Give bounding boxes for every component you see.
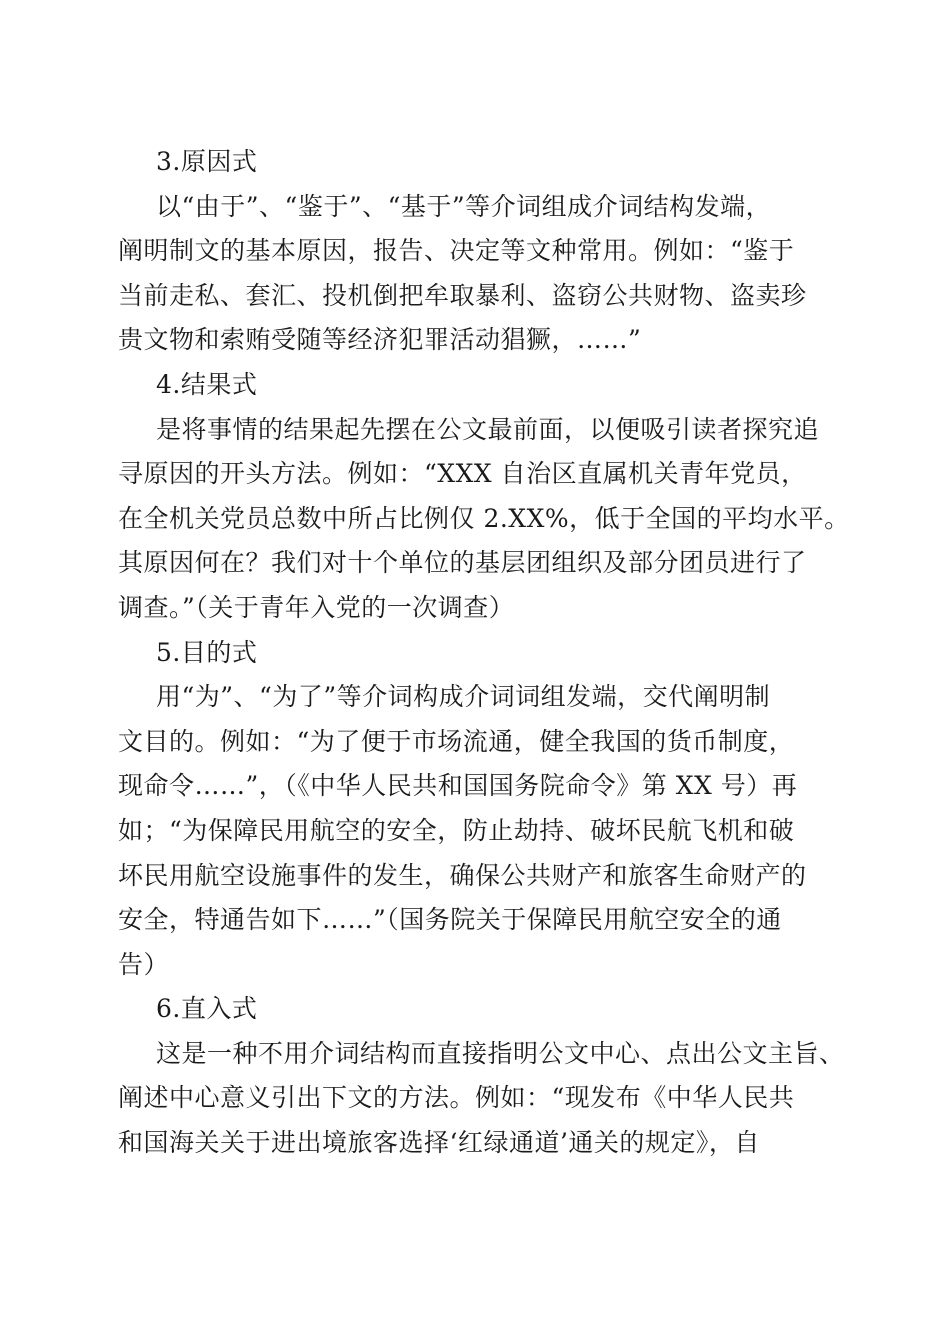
paragraph-line: 其原因何在？我们对十个单位的基层团组织及部分团员进行了	[118, 548, 807, 578]
paragraph-line: 文目的。例如：“为了便于市场流通，健全我国的货币制度，	[118, 726, 795, 756]
paragraph-line: 调查。”（关于青年入党的一次调查）	[118, 592, 515, 622]
paragraph-line: 当前走私、套汇、投机倒把牟取暴利、盗窃公共财物、盗卖珍	[118, 280, 807, 310]
paragraph-line: 阐明制文的基本原因，报告、决定等文种常用。例如：“鉴于	[118, 236, 795, 266]
paragraph-line: 寻原因的开头方法。例如：“XXX 自治区直属机关青年党员，	[118, 459, 807, 489]
section-heading-direct: 6.直入式	[156, 994, 258, 1024]
document-page	[118, 140, 850, 1166]
paragraph-line: 阐述中心意义引出下文的方法。例如：“现发布《中华人民共	[118, 1083, 795, 1113]
paragraph-line: 坏民用航空设施事件的发生，确保公共财产和旅客生命财产的	[118, 860, 807, 890]
paragraph-line: 如；“为保障民用航空的安全，防止劫持、破坏民航飞机和破	[118, 815, 795, 845]
paragraph-line: 用“为”、“为了”等介词构成介词词组发端，交代阐明制	[156, 682, 771, 712]
paragraph-line: 是将事情的结果起先摆在公文最前面，以便吸引读者探究追	[156, 414, 820, 444]
section-heading-cause: 3.原因式	[156, 147, 258, 176]
paragraph-line: 安全，特通告如下……”（国务院关于保障民用航空安全的通	[118, 905, 782, 935]
paragraph-line: 现命令……”，（《中华人民共和国国务院命令》第 XX 号）再	[118, 771, 798, 801]
paragraph-line: 以“由于”、“鉴于”、“基于”等介词组成介词结构发端，	[156, 191, 772, 221]
paragraph-line: 这是一种不用介词结构而直接指明公文中心、点出公文主旨、	[156, 1038, 845, 1068]
paragraph-line: 和国海关关于进出境旅客选择‘红绿通道’通关的规定》，自	[118, 1128, 760, 1158]
paragraph-line: 贵文物和索贿受随等经济犯罪活动猖獗，……”	[118, 325, 642, 355]
section-heading-result: 4.结果式	[156, 369, 258, 399]
section-heading-purpose: 5.目的式	[156, 637, 258, 667]
paragraph-line: 在全机关党员总数中所占比例仅 2.XX%，低于全国的平均水平。	[118, 503, 850, 533]
paragraph-line: 告）	[118, 949, 170, 979]
